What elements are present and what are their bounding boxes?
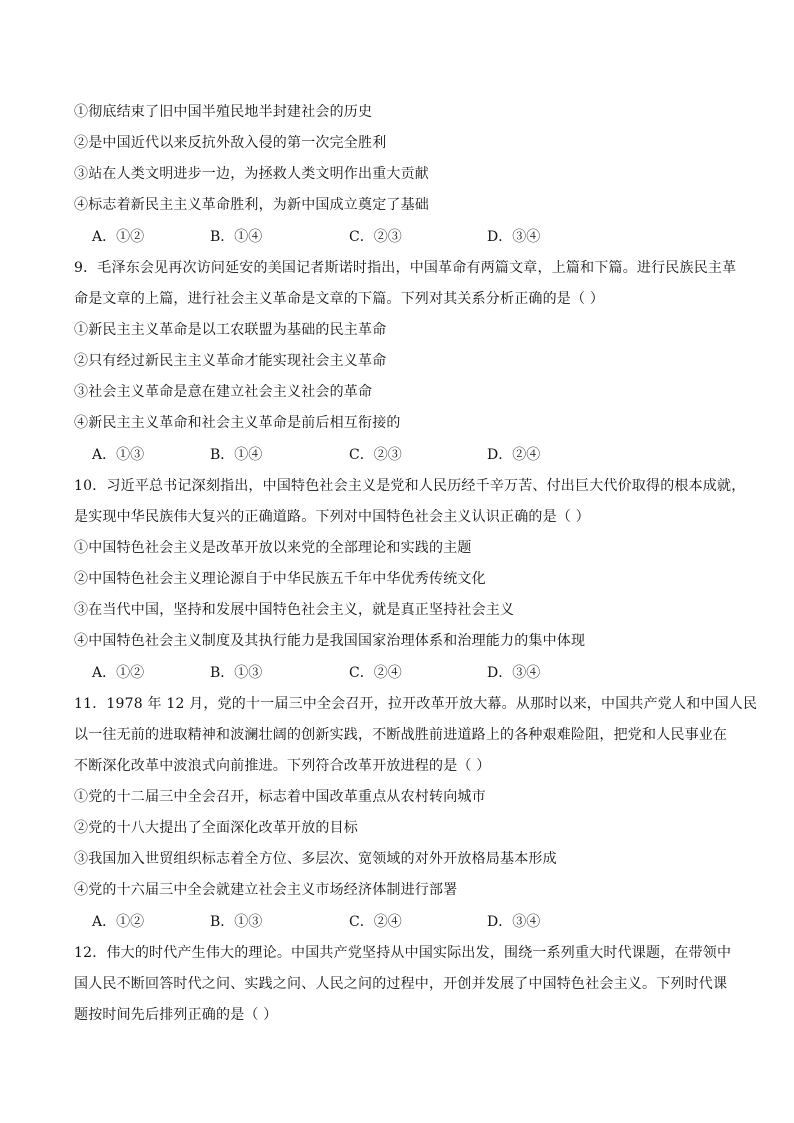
q9-stem-line-1: 9．毛泽东会见再次访问延安的美国记者斯诺时指出，中国革命有两篇文章，上篇和下篇。进行民族民主革: [74, 260, 737, 276]
q12-stem-line-3: 题按时间先后排列正确的是（ ）: [74, 1007, 278, 1023]
q11-option-c: C．②④: [349, 914, 402, 930]
q12-stem-line-1: 12．伟大的时代产生伟大的理论。中国共产党坚持从中国实际出发，围绕一系列重大时代课题，在带领中: [74, 945, 732, 961]
q9-item-4: ④新民主主义革命和社会主义革命是前后相互衔接的: [74, 415, 401, 431]
q10-option-b: B．①③: [210, 665, 263, 681]
q9-stem-line-2: 命是文章的上篇，进行社会主义革命是文章的下篇。下列对其关系分析正确的是（ ）: [74, 291, 605, 307]
q10-stem-line-2: 是实现中华民族伟大复兴的正确道路。下列对中国特色社会主义认识正确的是（ ）: [74, 509, 590, 525]
q11-item-2: ②党的十八大提出了全面深化改革开放的目标: [74, 820, 358, 836]
q8-item-1: ①彻底结束了旧中国半殖民地半封建社会的历史: [74, 104, 373, 120]
q10-item-1: ①中国特色社会主义是改革开放以来党的全部理论和实践的主题: [74, 540, 472, 556]
q10-option-a: A．①②: [92, 665, 145, 681]
q8-option-b: B．①④: [210, 229, 263, 245]
q11-stem-line-1: 11．1978 年 12 月，党的十一届三中全会召开，拉开改革开放大幕。从那时以来，中国共产党人和中国人民: [74, 696, 758, 712]
q8-item-4: ④标志着新民主主义革命胜利，为新中国成立奠定了基础: [74, 197, 429, 213]
q11-option-b: B．①③: [210, 914, 263, 930]
q11-option-a: A．①②: [92, 914, 145, 930]
q11-item-4: ④党的十六届三中全会就建立社会主义市场经济体制进行部署: [74, 882, 458, 898]
q8-item-3: ③站在人类文明进步一边，为拯救人类文明作出重大贡献: [74, 166, 429, 182]
q8-item-2: ②是中国近代以来反抗外敌入侵的第一次完全胜利: [74, 135, 387, 151]
q9-option-b: B．①④: [210, 447, 263, 463]
q10-item-3: ③在当代中国，坚持和发展中国特色社会主义，就是真正坚持社会主义: [74, 602, 515, 618]
q11-stem-line-3: 不断深化改革中波浪式向前推进。下列符合改革开放进程的是（ ）: [74, 758, 491, 774]
q10-stem-line-1: 10．习近平总书记深刻指出，中国特色社会主义是党和人民历经千辛万苦、付出巨大代价取得的根本成就，: [74, 478, 746, 494]
q9-item-3: ③社会主义革命是意在建立社会主义社会的革命: [74, 384, 373, 400]
q10-item-2: ②中国特色社会主义理论源自于中华民族五千年中华优秀传统文化: [74, 571, 486, 587]
q10-option-c: C．②④: [349, 665, 402, 681]
q9-item-2: ②只有经过新民主主义革命才能实现社会主义革命: [74, 353, 387, 369]
q11-stem-line-2: 以一往无前的进取精神和波澜壮阔的创新实践，不断战胜前进道路上的各种艰难险阻，把党和人民事业在: [74, 727, 728, 743]
q11-option-d: D．③④: [487, 914, 541, 930]
q9-item-1: ①新民主主义革命是以工农联盟为基础的民主革命: [74, 322, 387, 338]
q12-stem-line-2: 国人民不断回答时代之问、实践之问、人民之问的过程中，开创并发展了中国特色社会主义。下列时代课: [74, 976, 728, 992]
q8-option-a: A．①②: [92, 229, 145, 245]
q9-option-a: A．①③: [92, 447, 145, 463]
q9-option-c: C．②③: [349, 447, 402, 463]
q8-option-c: C．②③: [349, 229, 402, 245]
q8-option-d: D．③④: [487, 229, 541, 245]
q10-option-d: D．③④: [487, 665, 541, 681]
q10-item-4: ④中国特色社会主义制度及其执行能力是我国国家治理体系和治理能力的集中体现: [74, 633, 586, 649]
q11-item-3: ③我国加入世贸组织标志着全方位、多层次、宽领域的对外开放格局基本形成: [74, 851, 557, 867]
q11-item-1: ①党的十二届三中全会召开，标志着中国改革重点从农村转向城市: [74, 789, 486, 805]
q9-option-d: D．②④: [487, 447, 541, 463]
